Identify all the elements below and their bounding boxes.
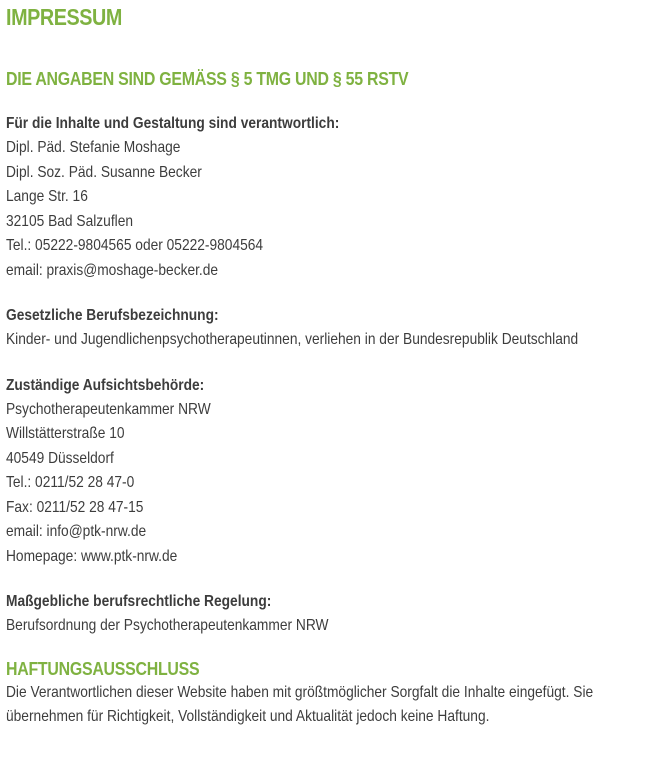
profession-label: Gesetzliche Berufsbezeichnung: xyxy=(6,307,219,324)
responsible-email[interactable]: email: praxis@moshage-becker.de xyxy=(6,261,219,279)
responsible-city: 32105 Bad Salzuflen xyxy=(6,212,133,230)
authority-email[interactable]: email: info@ptk-nrw.de xyxy=(6,523,147,540)
authority-label: Zuständige Aufsichtsbehörde: xyxy=(6,376,205,394)
disclaimer-heading: HAFTUNGSAUSSCHLUSS xyxy=(6,657,200,679)
responsible-phone: Tel.: 05222-9804565 oder 05222-9804564 xyxy=(6,237,264,254)
responsible-street: Lange Str. 16 xyxy=(6,188,88,205)
authority-fax: Fax: 0211/52 28 47-15 xyxy=(6,498,144,516)
responsible-name-2: Dipl. Soz. Päd. Susanne Becker xyxy=(6,163,202,181)
authority-city: 40549 Düsseldorf xyxy=(6,449,114,467)
regulation-text: Berufsordnung der Psychotherapeutenkammer NRW xyxy=(6,617,329,634)
responsible-label: Für die Inhalte und Gestaltung sind verantwortlich: xyxy=(6,115,340,132)
profession-section xyxy=(6,304,656,353)
authority-street: Willstätterstraße 10 xyxy=(6,425,125,442)
responsible-section xyxy=(6,112,656,283)
legal-basis-heading: DIE ANGABEN SIND GEMÄSS § 5 TMG UND § 55 RSTV xyxy=(6,68,409,89)
authority-homepage[interactable]: Homepage: www.ptk-nrw.de xyxy=(6,547,178,565)
authority-name: Psychotherapeutenkammer NRW xyxy=(6,400,211,418)
regulation-section xyxy=(6,590,656,639)
authority-phone: Tel.: 0211/52 28 47-0 xyxy=(6,474,135,491)
impressum-page xyxy=(6,0,656,730)
profession-text: Kinder- und Jugendlichenpsychotherapeutinnen, verliehen in der Bundesrepublik Deutschland xyxy=(6,331,579,348)
page-title: IMPRESSUM xyxy=(6,4,122,30)
responsible-name-1: Dipl. Päd. Stefanie Moshage xyxy=(6,139,181,156)
authority-section xyxy=(6,374,656,570)
regulation-label: Maßgebliche berufsrechtliche Regelung: xyxy=(6,593,272,610)
disclaimer-text: Die Verantwortlichen dieser Website haben mit größtmöglicher Sorgfalt die Inhalte eingefügt. Sie übernehmen für Richtigkeit, Vollständigkeit und Aktualität jedoch keine Haftung. xyxy=(6,683,594,725)
